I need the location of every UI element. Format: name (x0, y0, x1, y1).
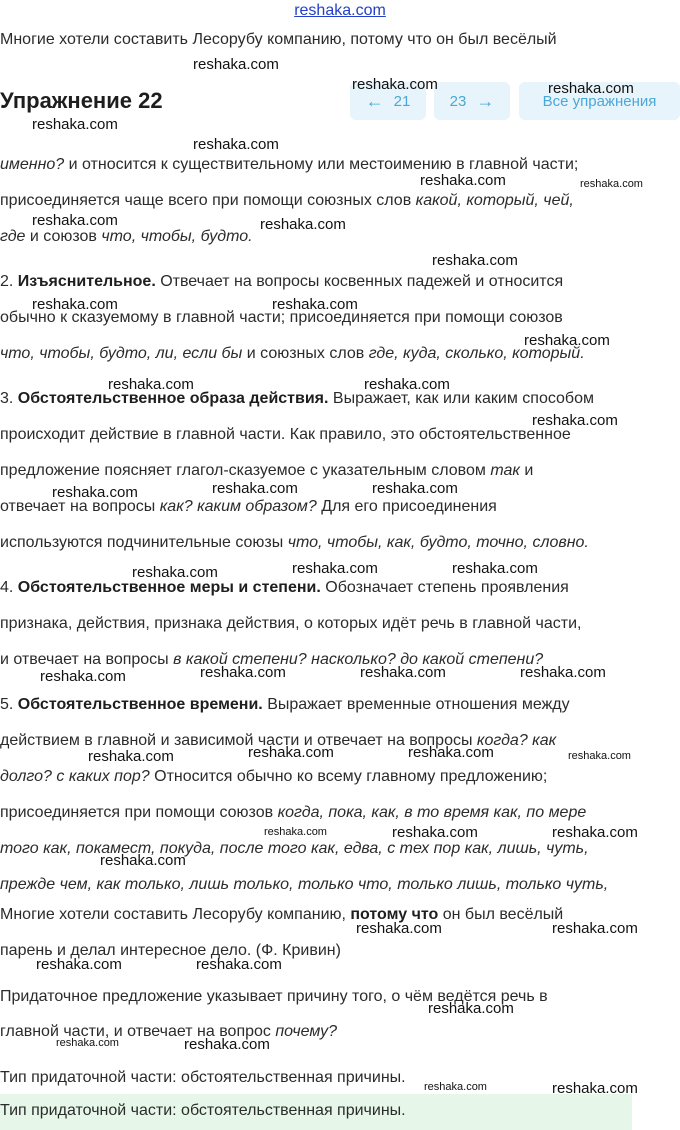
watermark: reshaka.com (360, 664, 446, 681)
watermark: reshaka.com (364, 376, 450, 393)
watermark: reshaka.com (36, 956, 122, 973)
watermark: reshaka.com (532, 412, 618, 429)
arrow-right-icon: → (476, 90, 495, 111)
watermark: reshaka.com (432, 252, 518, 269)
watermark: reshaka.com (264, 826, 327, 838)
theory-line: 4. Обстоятельственное меры и степени. Обозначает степень проявления (0, 579, 569, 596)
exercise-title: Упражнение 22 (0, 88, 163, 113)
prev-exercise-label: 21 (393, 92, 411, 110)
watermark: reshaka.com (196, 956, 282, 973)
watermark: reshaka.com (552, 1080, 638, 1097)
watermark: reshaka.com (552, 824, 638, 841)
theory-line: используются подчинительные союзы что, чтобы, как, будто, точно, словно. (0, 534, 589, 551)
watermark: reshaka.com (88, 748, 174, 765)
watermark: reshaka.com (420, 172, 506, 189)
theory-line: где и союзов что, чтобы, будто. (0, 228, 253, 245)
watermark: reshaka.com (580, 178, 643, 190)
watermark: reshaka.com (568, 750, 631, 762)
watermark: reshaka.com (32, 116, 118, 133)
watermark: reshaka.com (108, 376, 194, 393)
theory-line: что, чтобы, будто, ли, если бы и союзных слов где, куда, сколько, который. (0, 345, 585, 362)
watermark: reshaka.com (200, 664, 286, 681)
site-link[interactable]: reshaka.com (294, 2, 386, 19)
theory-line: именно? и относится к существительному или местоимению в главной части; (0, 156, 579, 173)
theory-line: 3. Обстоятельственное образа действия. Выражает, как или каким способом (0, 390, 594, 407)
example-sentence-line2: парень и делал интересное дело. (Ф. Кривин) (0, 942, 341, 959)
watermark: reshaka.com (356, 920, 442, 937)
watermark: reshaka.com (372, 480, 458, 497)
theory-line: отвечает на вопросы как? каким образом? Для его присоединения (0, 498, 497, 515)
answer-text: Тип придаточной части: обстоятельственная причины. (0, 1102, 406, 1119)
watermark: reshaka.com (184, 1036, 270, 1053)
watermark: reshaka.com (408, 744, 494, 761)
watermark: reshaka.com (52, 484, 138, 501)
theory-line: долго? с каких пор? Относится обычно ко всему главному предложению; (0, 768, 548, 785)
theory-line: предложение поясняет глагол-сказуемое с указательным словом так и (0, 462, 534, 479)
watermark: reshaka.com (520, 664, 606, 681)
watermark: reshaka.com (193, 136, 279, 153)
explanation-line: Придаточное предложение указывает причину того, о чём ведётся речь в (0, 988, 548, 1005)
watermark: reshaka.com (248, 744, 334, 761)
explanation-line: главной части, и отвечает на вопрос почему? (0, 1023, 338, 1040)
watermark: reshaka.com (56, 1037, 119, 1049)
theory-line: признака, действия, признака действия, о которых идёт речь в главной части, (0, 615, 582, 632)
watermark: reshaka.com (552, 920, 638, 937)
theory-line: действием в главной и зависимой части и отвечает на вопросы когда? как (0, 732, 557, 749)
next-exercise-button[interactable] (434, 82, 510, 120)
theory-line: прежде чем, как только, лишь только, только что, только лишь, только чуть, (0, 876, 609, 893)
watermark: reshaka.com (32, 296, 118, 313)
watermark: reshaka.com (212, 480, 298, 497)
example-sentence: Многие хотели составить Лесорубу компанию, потому что он был весёлый (0, 906, 564, 923)
watermark: reshaka.com (524, 332, 610, 349)
watermark: reshaka.com (352, 76, 438, 93)
all-exercises-label: Все упражнения (542, 92, 657, 110)
theory-line: и отвечает на вопросы в какой степени? насколько? до какой степени? (0, 651, 544, 668)
theory-line: присоединяется чаще всего при помощи союзных слов какой, который, чей, (0, 192, 574, 209)
next-exercise-label: 23 (449, 92, 467, 110)
watermark: reshaka.com (32, 212, 118, 229)
watermark: reshaka.com (292, 560, 378, 577)
theory-line: происходит действие в главной части. Как правило, это обстоятельственное (0, 426, 571, 443)
arrow-left-icon: ← (365, 90, 384, 111)
theory-line: обычно к сказуемому в главной части; присоединяется при помощи союзов (0, 309, 563, 326)
watermark: reshaka.com (100, 852, 186, 869)
watermark: reshaka.com (272, 296, 358, 313)
watermark: reshaka.com (132, 564, 218, 581)
intro-line: Многие хотели составить Лесорубу компанию, потому что он был весёлый (0, 31, 557, 48)
watermark: reshaka.com (424, 1081, 487, 1093)
watermark: reshaka.com (452, 560, 538, 577)
theory-line: того как, покамест, покуда, после того как, едва, с тех пор как, лишь, чуть, (0, 840, 589, 857)
watermark: reshaka.com (40, 668, 126, 685)
theory-line: 2. Изъяснительное. Отвечает на вопросы косвенных падежей и относится (0, 273, 564, 290)
watermark: reshaka.com (260, 216, 346, 233)
theory-line: 5. Обстоятельственное времени. Выражает временные отношения между (0, 696, 570, 713)
watermark: reshaka.com (392, 824, 478, 841)
watermark: reshaka.com (193, 56, 279, 73)
watermark: reshaka.com (428, 1000, 514, 1017)
type-line: Тип придаточной части: обстоятельственная причины. (0, 1069, 406, 1086)
watermark: reshaka.com (548, 80, 634, 97)
theory-line: присоединяется при помощи союзов когда, пока, как, в то время как, по мере (0, 804, 587, 821)
